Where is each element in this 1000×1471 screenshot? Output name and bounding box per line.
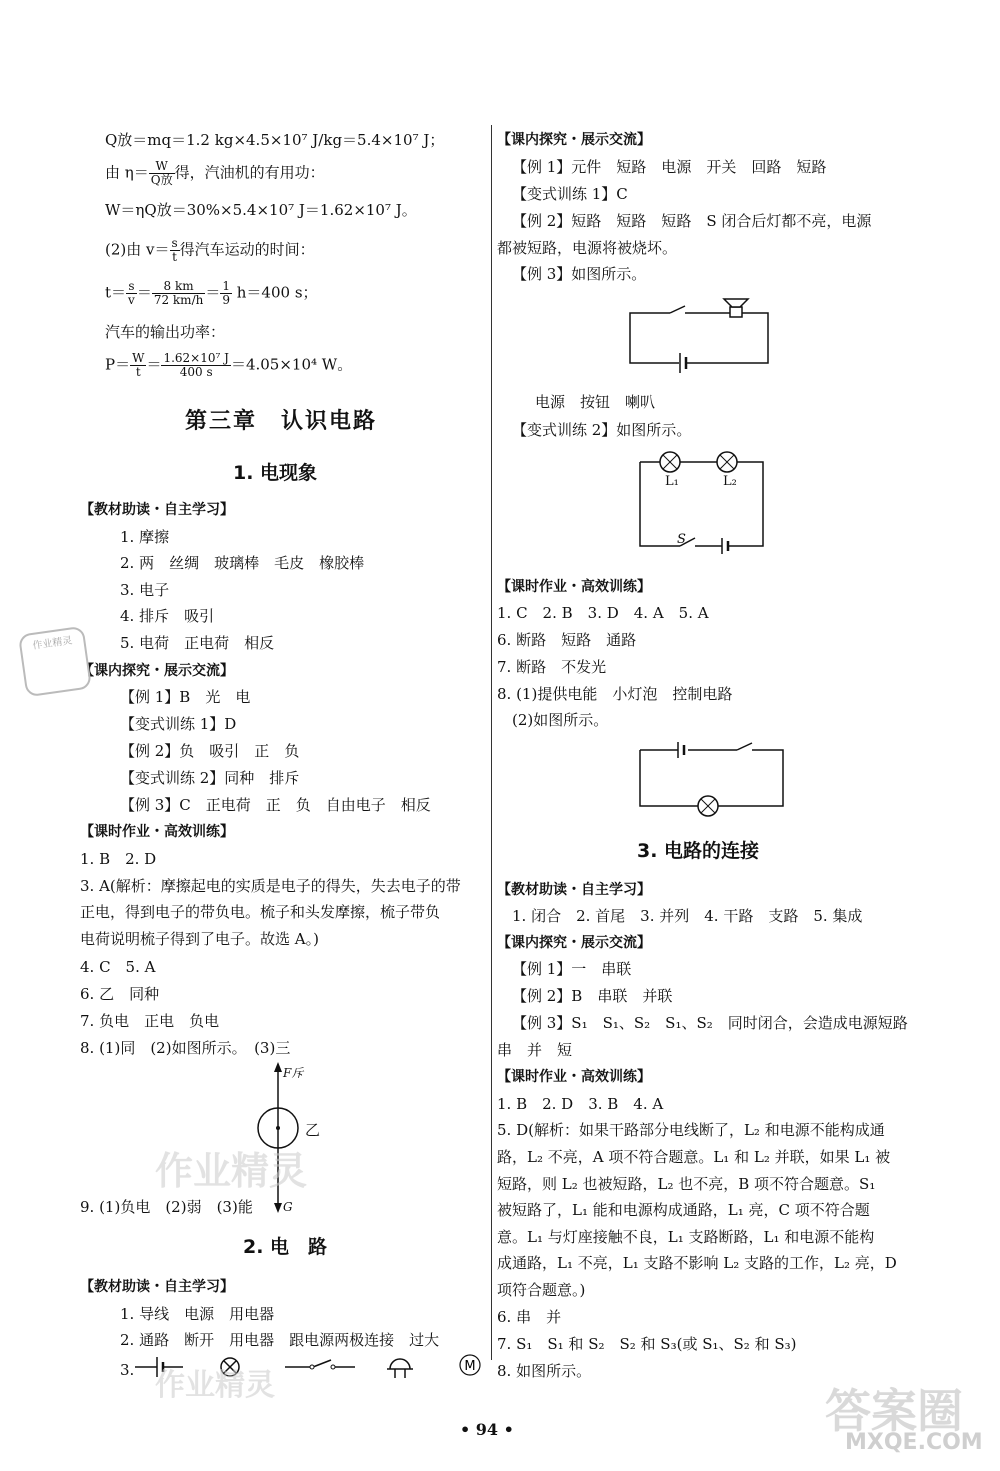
watermark: 作业精灵 <box>155 1368 275 1403</box>
bell-symbol <box>387 1359 413 1378</box>
answer-line: 3. <box>120 1361 135 1379</box>
answer-line: 5. 电荷 正电荷 相反 <box>120 634 275 652</box>
watermark-logo: 答案圈 <box>825 1384 963 1438</box>
answer-line: 路，L₂ 不亮，A 项不符合题意。L₁ 和 L₂ 并联，如果 L₁ 被 <box>497 1148 891 1166</box>
arrow-up-icon <box>274 1062 282 1072</box>
answer-line: 【变式训练 1】C <box>512 185 628 203</box>
text-line: 汽车的输出功率： <box>105 323 226 341</box>
answer-line: 【例 2】短路 短路 短路 S 闭合后灯都不亮，电源 <box>512 212 872 230</box>
answer-line: 1. B 2. D <box>80 850 157 868</box>
chapter-title: 第三章 认识电路 <box>185 409 378 434</box>
section-title: 3. 电路的连接 <box>637 840 760 862</box>
answer-line: 【例 3】如图所示。 <box>512 265 647 283</box>
answer-line: 串 并 短 <box>497 1041 573 1059</box>
answer-line: (2)如图所示。 <box>512 711 609 729</box>
answer-line: 【变式训练 2】同种 排斥 <box>120 769 300 787</box>
answer-line: 【例 1】B 光 电 <box>120 688 251 706</box>
answer-line: 7. 负电 正电 负电 <box>80 1012 220 1030</box>
section-heading: 【教材助读・自主学习】 <box>80 1279 234 1295</box>
answer-line: 1. 导线 电源 用电器 <box>120 1305 275 1323</box>
lamp-l1-icon <box>660 452 680 472</box>
switch-label: S <box>677 532 686 547</box>
text-line: P＝ $\frac{W}{t}$ ＝ $\frac{\text{1.62×10⁷ J}}{400 s}$ ＝4.05×10⁴ W。 <box>105 351 353 379</box>
answer-line: 【例 3】C 正电荷 正 负 自由电子 相反 <box>120 796 431 814</box>
section-heading: 【教材助读・自主学习】 <box>497 882 651 898</box>
answer-line: 8. (1)提供电能 小灯泡 控制电路 <box>497 685 733 703</box>
answer-line: 【变式训练 1】D <box>120 715 237 733</box>
answer-line: 8. (1)同 (2)如图所示。 (3)三 <box>80 1039 291 1057</box>
circuit-example3 <box>630 295 780 370</box>
answer-line: 【例 1】元件 短路 电源 开关 回路 短路 <box>512 158 827 176</box>
answer-line: 5. D(解析：如果干路部分电线断了，L₂ 和电源不能构成通 <box>497 1121 885 1139</box>
answer-line: 【例 1】一 串联 <box>512 960 632 978</box>
switch-symbol <box>670 306 685 313</box>
answer-line: 1. C 2. B 3. D 4. A 5. A <box>497 604 709 622</box>
stamp-seal: 作业精灵 <box>18 626 92 698</box>
motor-symbol <box>460 1355 480 1375</box>
answer-line: 4. 排斥 吸引 <box>120 607 215 625</box>
circuit-q8 <box>640 740 790 815</box>
circuit-variant2 <box>640 450 770 550</box>
answer-line: 6. 乙 同种 <box>80 985 160 1003</box>
answer-line: 1. 摩擦 <box>120 528 170 546</box>
arrow-down-icon <box>274 1203 282 1213</box>
answer-line: 短路，则 L₂ 也被短路，L₂ 也不亮，B 项不符合题意。S₁ <box>497 1175 876 1193</box>
section-heading: 【课内探究・展示交流】 <box>497 935 651 951</box>
answer-line: 6. 串 并 <box>497 1308 562 1326</box>
answer-line: 项符合题意。) <box>497 1281 586 1299</box>
force-label: F斥 <box>283 1066 304 1080</box>
answer-line: 9. (1)负电 (2)弱 (3)能 <box>80 1198 253 1216</box>
answer-line: 2. 通路 断开 用电器 跟电源两极连接 过大 <box>120 1331 440 1349</box>
watermark-url: MXQE.COM <box>845 1430 983 1455</box>
section-heading: 【教材助读・自主学习】 <box>80 502 234 518</box>
text-line: (2)由 v＝ $\frac{s}{t}$ 得汽车运动的时间： <box>105 236 315 264</box>
switch-symbol <box>737 743 752 750</box>
answer-line: 电源 按钮 喇叭 <box>535 393 656 411</box>
switch-symbol <box>285 1360 355 1369</box>
section-title: 1. 电现象 <box>233 462 318 484</box>
text-line: W＝ηQ放＝30%×5.4×10⁷ J＝1.62×10⁷ J。 <box>105 201 417 219</box>
section-heading: 【课时作业・高效训练】 <box>497 579 651 595</box>
lamp-label: L₂ <box>723 474 737 489</box>
answer-line: 正电，得到电子的带负电。梳子和头发摩擦，梳子带负 <box>80 903 441 921</box>
section-heading: 【课时作业・高效训练】 <box>497 1069 651 1085</box>
section-heading: 【课内探究・展示交流】 <box>80 663 234 679</box>
section-heading: 【课时作业・高效训练】 <box>80 824 234 840</box>
answer-line: 电荷说明梳子得到了电子。故选 A。) <box>80 930 319 948</box>
text-line: Q放＝mq＝1.2 kg×4.5×10⁷ J/kg＝5.4×10⁷ J； <box>105 131 445 149</box>
answer-line: 3. A(解析：摩擦起电的实质是电子的得失，失去电子的带 <box>80 877 461 895</box>
answer-line: 8. 如图所示。 <box>497 1362 592 1380</box>
answer-line: 4. C 5. A <box>80 958 156 976</box>
answer-line: 成通路，L₁ 不亮，L₁ 支路不影响 L₂ 支路的工作，L₂ 亮，D <box>497 1254 897 1272</box>
text-line: 由 η＝ $\frac{W}{\text{Q放}}$ 得，汽油机的有用功： <box>105 159 325 187</box>
gravity-label: G <box>283 1200 293 1214</box>
answer-line: 【例 2】负 吸引 正 负 <box>120 742 300 760</box>
page-number: • 94 • <box>460 1420 514 1439</box>
ball-center <box>276 1126 280 1130</box>
answer-line: 1. B 2. D 3. B 4. A <box>497 1095 664 1113</box>
speaker-icon <box>730 307 742 317</box>
answer-line: 7. 断路 不发光 <box>497 658 607 676</box>
answer-line: 6. 断路 短路 通路 <box>497 631 637 649</box>
ball-label: 乙 <box>305 1121 321 1139</box>
answer-line: 3. 电子 <box>120 581 170 599</box>
answer-line: 【变式训练 2】如图所示。 <box>512 421 692 439</box>
svg-text:M: M <box>464 1359 476 1374</box>
column-divider <box>491 125 492 1360</box>
answer-line: 【例 2】B 串联 并联 <box>512 987 673 1005</box>
answer-line: 1. 闭合 2. 首尾 3. 并列 4. 干路 支路 5. 集成 <box>512 907 863 925</box>
lamp-label: L₁ <box>665 474 679 489</box>
answer-line: 被短路了，L₁ 能和电源构成通路，L₁ 亮，C 项不符合题 <box>497 1201 870 1219</box>
answer-line: 7. S₁ S₁ 和 S₂ S₂ 和 S₃(或 S₁、S₂ 和 S₃) <box>497 1335 797 1353</box>
answer-line: 意。L₁ 与灯座接触不良，L₁ 支路断路，L₁ 和电源不能构 <box>497 1228 875 1246</box>
answer-line: 都被短路，电源将被烧坏。 <box>497 239 678 257</box>
answer-line: 【例 3】S₁ S₁、S₂ S₁、S₂ 同时闭合，会造成电源短路 <box>512 1014 908 1032</box>
watermark: 作业精灵 <box>155 1149 308 1193</box>
lamp-l2-icon <box>717 452 737 472</box>
section-title: 2. 电 路 <box>243 1236 328 1258</box>
section-heading: 【课内探究・展示交流】 <box>497 132 651 148</box>
lamp-icon <box>698 796 718 816</box>
text-line: t＝ $\frac{s}{v}$ ＝ $\frac{8 km}{72 km/h}$ ＝ $\frac{1}{9}$ h＝400 s； <box>105 279 318 307</box>
answer-line: 2. 两 丝绸 玻璃棒 毛皮 橡胶棒 <box>120 554 365 572</box>
